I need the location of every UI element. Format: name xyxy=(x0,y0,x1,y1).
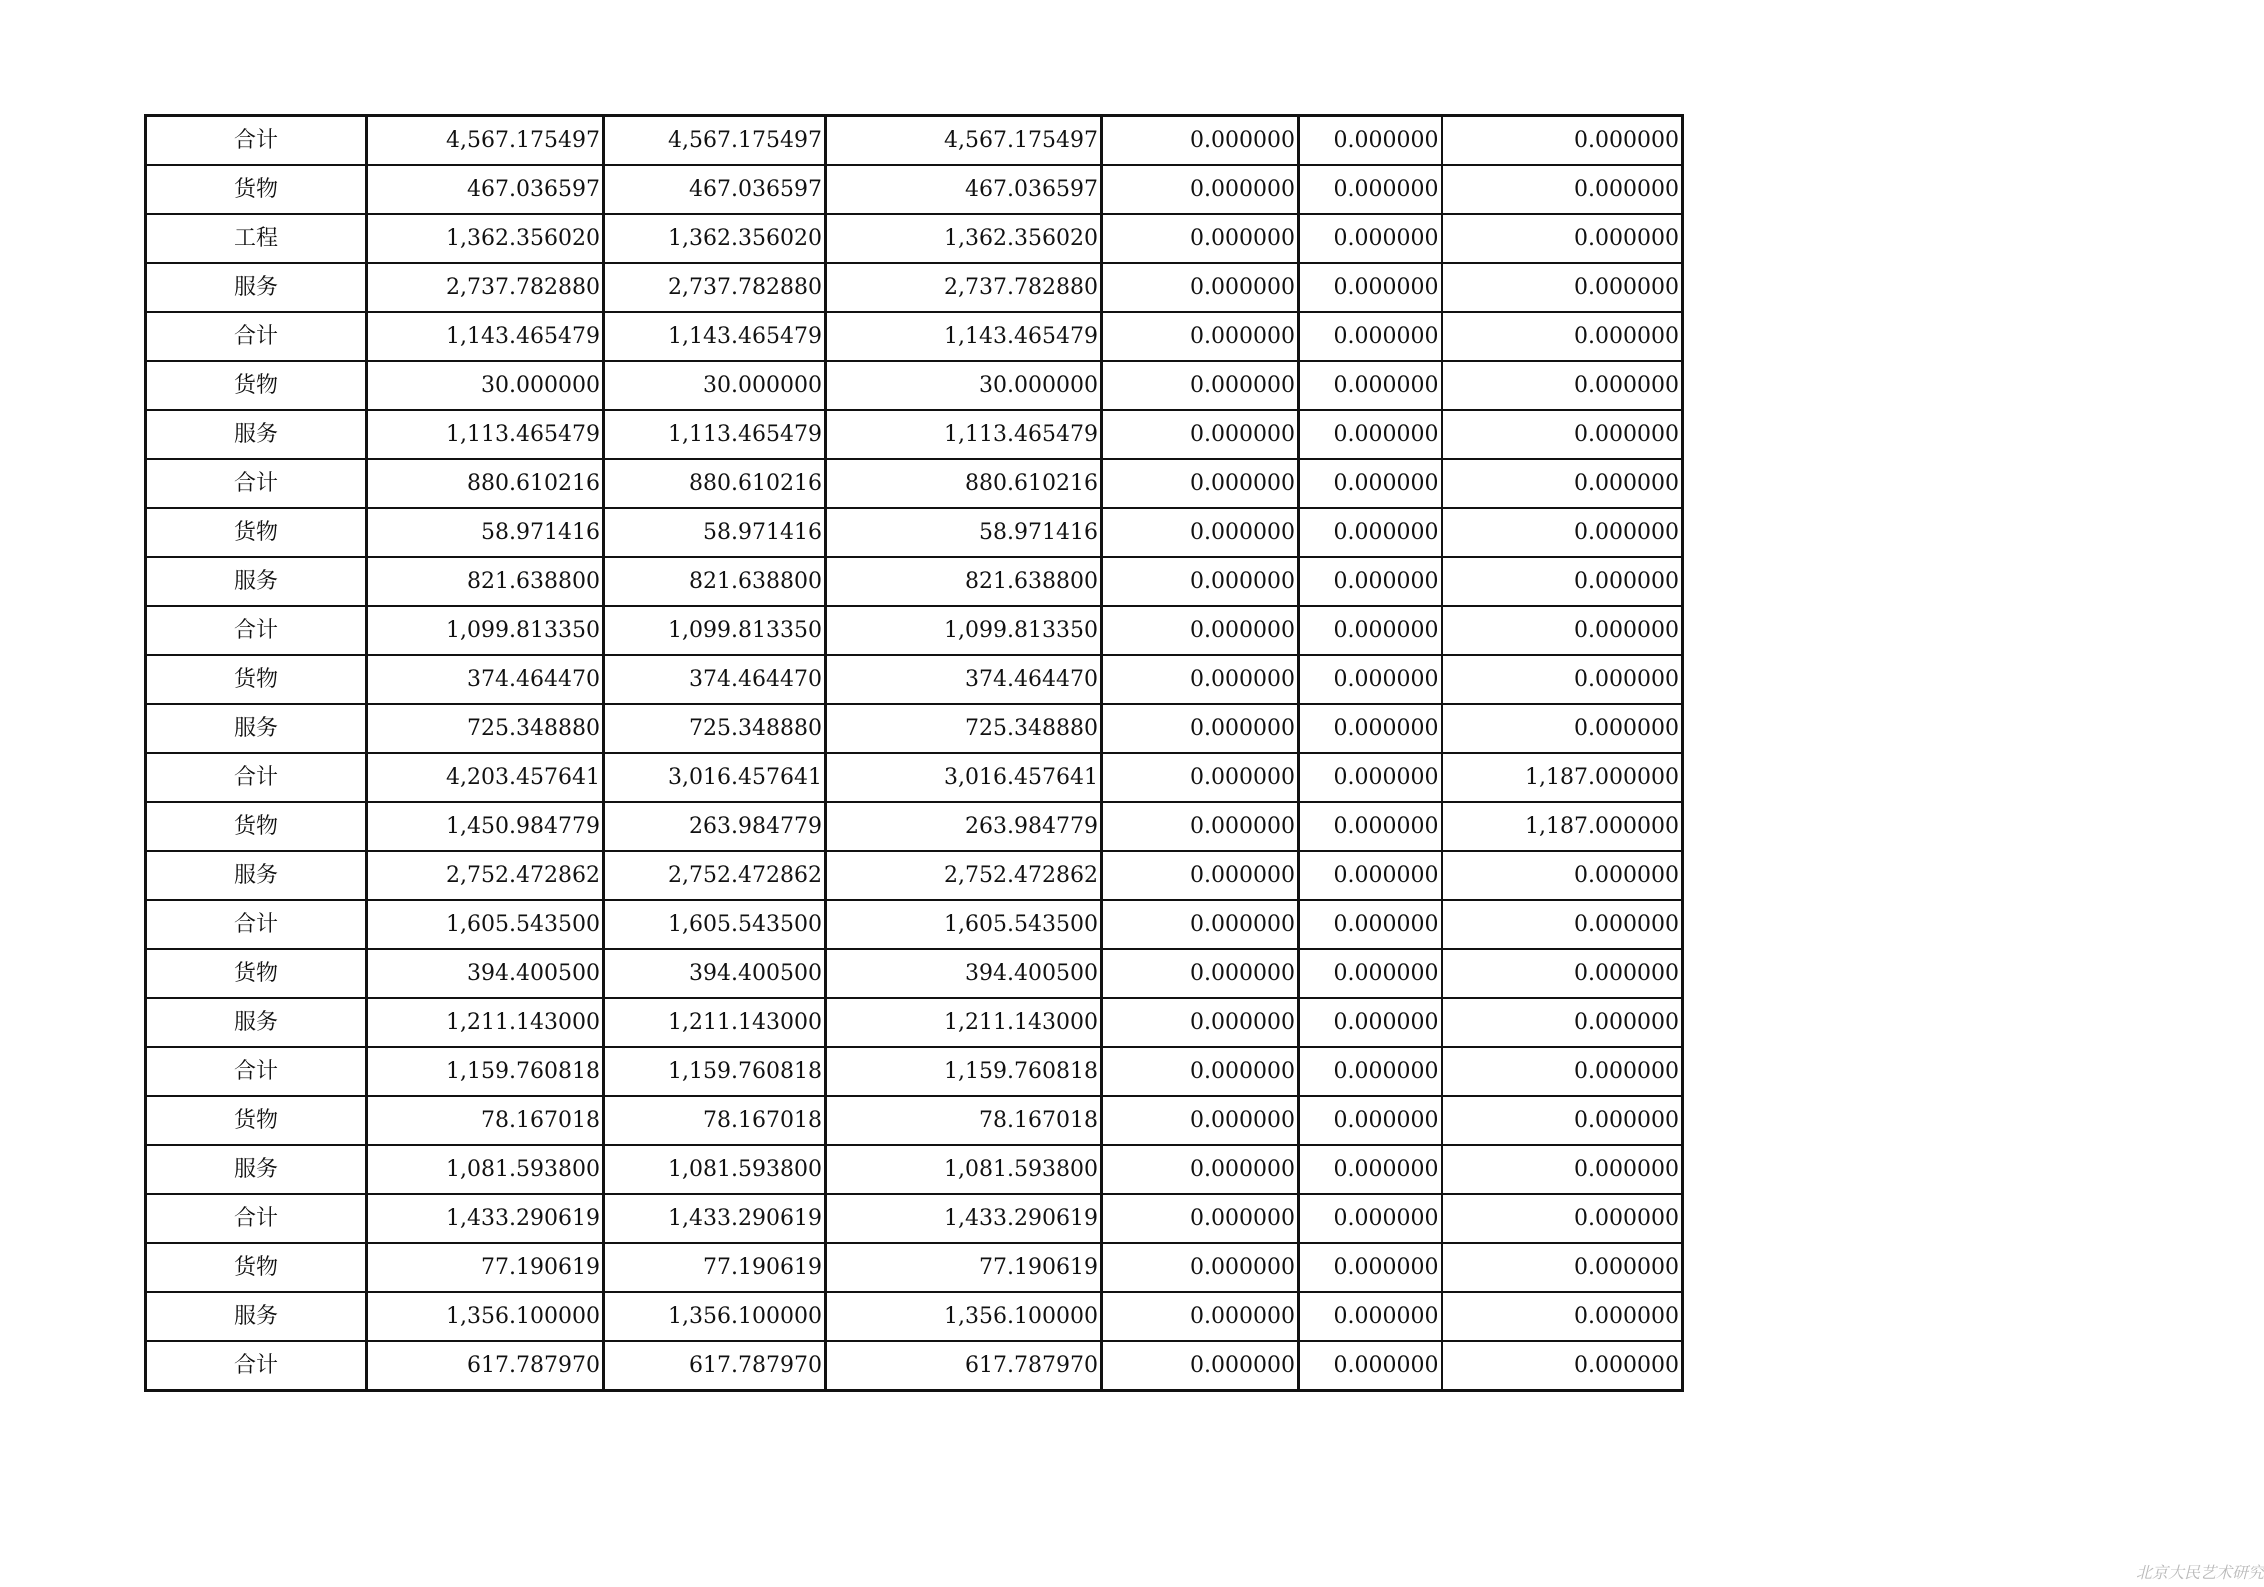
value-cell-6: 0.000000 xyxy=(1442,1292,1683,1341)
value-cell-6: 1,187.000000 xyxy=(1442,753,1683,802)
value-cell-4: 0.000000 xyxy=(1102,361,1299,410)
table-row xyxy=(146,116,1683,166)
value-cell-4: 0.000000 xyxy=(1102,949,1299,998)
value-cell-2: 1,081.593800 xyxy=(604,1145,826,1194)
value-cell-3: 263.984779 xyxy=(826,802,1102,851)
table-row xyxy=(146,1047,1683,1096)
value-cell-4: 0.000000 xyxy=(1102,851,1299,900)
category-cell: 货物 xyxy=(146,1243,367,1292)
value-cell-1: 58.971416 xyxy=(367,508,604,557)
value-cell-3: 617.787970 xyxy=(826,1341,1102,1391)
value-cell-5: 0.000000 xyxy=(1299,1145,1442,1194)
table-row xyxy=(146,165,1683,214)
value-cell-4: 0.000000 xyxy=(1102,900,1299,949)
value-cell-6: 0.000000 xyxy=(1442,704,1683,753)
value-cell-4: 0.000000 xyxy=(1102,410,1299,459)
value-cell-5: 0.000000 xyxy=(1299,1096,1442,1145)
value-cell-6: 0.000000 xyxy=(1442,949,1683,998)
value-cell-3: 1,143.465479 xyxy=(826,312,1102,361)
value-cell-2: 30.000000 xyxy=(604,361,826,410)
category-cell: 服务 xyxy=(146,1292,367,1341)
value-cell-2: 1,433.290619 xyxy=(604,1194,826,1243)
value-cell-1: 374.464470 xyxy=(367,655,604,704)
value-cell-1: 4,567.175497 xyxy=(367,116,604,166)
value-cell-1: 1,605.543500 xyxy=(367,900,604,949)
value-cell-4: 0.000000 xyxy=(1102,1292,1299,1341)
table-row xyxy=(146,1145,1683,1194)
value-cell-2: 1,159.760818 xyxy=(604,1047,826,1096)
value-cell-1: 78.167018 xyxy=(367,1096,604,1145)
value-cell-5: 0.000000 xyxy=(1299,851,1442,900)
value-cell-6: 0.000000 xyxy=(1442,1145,1683,1194)
value-cell-6: 0.000000 xyxy=(1442,557,1683,606)
value-cell-2: 1,099.813350 xyxy=(604,606,826,655)
category-cell: 合计 xyxy=(146,116,367,166)
value-cell-5: 0.000000 xyxy=(1299,1292,1442,1341)
value-cell-3: 467.036597 xyxy=(826,165,1102,214)
value-cell-3: 1,433.290619 xyxy=(826,1194,1102,1243)
value-cell-1: 2,752.472862 xyxy=(367,851,604,900)
category-cell: 货物 xyxy=(146,949,367,998)
table-row xyxy=(146,263,1683,312)
value-cell-6: 0.000000 xyxy=(1442,900,1683,949)
value-cell-5: 0.000000 xyxy=(1299,1243,1442,1292)
value-cell-3: 1,113.465479 xyxy=(826,410,1102,459)
value-cell-2: 3,016.457641 xyxy=(604,753,826,802)
value-cell-2: 2,737.782880 xyxy=(604,263,826,312)
value-cell-5: 0.000000 xyxy=(1299,312,1442,361)
value-cell-3: 374.464470 xyxy=(826,655,1102,704)
table-row xyxy=(146,1096,1683,1145)
table-row xyxy=(146,606,1683,655)
category-cell: 服务 xyxy=(146,998,367,1047)
value-cell-5: 0.000000 xyxy=(1299,802,1442,851)
value-cell-1: 1,081.593800 xyxy=(367,1145,604,1194)
category-cell: 合计 xyxy=(146,1341,367,1391)
value-cell-6: 1,187.000000 xyxy=(1442,802,1683,851)
value-cell-1: 4,203.457641 xyxy=(367,753,604,802)
value-cell-6: 0.000000 xyxy=(1442,459,1683,508)
value-cell-6: 0.000000 xyxy=(1442,851,1683,900)
value-cell-5: 0.000000 xyxy=(1299,361,1442,410)
value-cell-2: 467.036597 xyxy=(604,165,826,214)
value-cell-1: 1,356.100000 xyxy=(367,1292,604,1341)
table-row xyxy=(146,410,1683,459)
table-row xyxy=(146,753,1683,802)
value-cell-4: 0.000000 xyxy=(1102,1047,1299,1096)
value-cell-4: 0.000000 xyxy=(1102,1243,1299,1292)
value-cell-3: 1,356.100000 xyxy=(826,1292,1102,1341)
value-cell-5: 0.000000 xyxy=(1299,606,1442,655)
value-cell-6: 0.000000 xyxy=(1442,214,1683,263)
category-cell: 服务 xyxy=(146,410,367,459)
category-cell: 货物 xyxy=(146,361,367,410)
category-cell: 货物 xyxy=(146,1096,367,1145)
category-cell: 合计 xyxy=(146,312,367,361)
value-cell-6: 0.000000 xyxy=(1442,1341,1683,1391)
category-cell: 合计 xyxy=(146,1194,367,1243)
value-cell-5: 0.000000 xyxy=(1299,1194,1442,1243)
value-cell-2: 77.190619 xyxy=(604,1243,826,1292)
value-cell-6: 0.000000 xyxy=(1442,263,1683,312)
value-cell-2: 1,113.465479 xyxy=(604,410,826,459)
table-row xyxy=(146,704,1683,753)
table-row xyxy=(146,361,1683,410)
value-cell-6: 0.000000 xyxy=(1442,410,1683,459)
value-cell-6: 0.000000 xyxy=(1442,508,1683,557)
table-row xyxy=(146,1243,1683,1292)
value-cell-2: 1,211.143000 xyxy=(604,998,826,1047)
value-cell-5: 0.000000 xyxy=(1299,753,1442,802)
value-cell-6: 0.000000 xyxy=(1442,998,1683,1047)
value-cell-1: 880.610216 xyxy=(367,459,604,508)
value-cell-4: 0.000000 xyxy=(1102,557,1299,606)
value-cell-6: 0.000000 xyxy=(1442,116,1683,166)
value-cell-2: 58.971416 xyxy=(604,508,826,557)
value-cell-5: 0.000000 xyxy=(1299,1047,1442,1096)
value-cell-3: 1,159.760818 xyxy=(826,1047,1102,1096)
table-row xyxy=(146,1194,1683,1243)
category-cell: 合计 xyxy=(146,1047,367,1096)
table-body xyxy=(146,116,1683,1391)
value-cell-1: 1,362.356020 xyxy=(367,214,604,263)
value-cell-2: 1,362.356020 xyxy=(604,214,826,263)
value-cell-4: 0.000000 xyxy=(1102,1096,1299,1145)
category-cell: 货物 xyxy=(146,802,367,851)
value-cell-4: 0.000000 xyxy=(1102,214,1299,263)
watermark-text: 北京大民艺术研究 xyxy=(2136,1563,2264,1582)
value-cell-4: 0.000000 xyxy=(1102,1341,1299,1391)
category-cell: 服务 xyxy=(146,263,367,312)
value-cell-3: 2,737.782880 xyxy=(826,263,1102,312)
value-cell-4: 0.000000 xyxy=(1102,165,1299,214)
value-cell-1: 30.000000 xyxy=(367,361,604,410)
value-cell-1: 725.348880 xyxy=(367,704,604,753)
category-cell: 合计 xyxy=(146,459,367,508)
value-cell-6: 0.000000 xyxy=(1442,361,1683,410)
value-cell-2: 880.610216 xyxy=(604,459,826,508)
value-cell-3: 725.348880 xyxy=(826,704,1102,753)
value-cell-6: 0.000000 xyxy=(1442,606,1683,655)
value-cell-1: 1,450.984779 xyxy=(367,802,604,851)
value-cell-2: 1,605.543500 xyxy=(604,900,826,949)
value-cell-2: 1,356.100000 xyxy=(604,1292,826,1341)
category-cell: 货物 xyxy=(146,508,367,557)
value-cell-6: 0.000000 xyxy=(1442,165,1683,214)
table-row xyxy=(146,508,1683,557)
value-cell-1: 821.638800 xyxy=(367,557,604,606)
value-cell-6: 0.000000 xyxy=(1442,1096,1683,1145)
value-cell-1: 77.190619 xyxy=(367,1243,604,1292)
value-cell-3: 1,081.593800 xyxy=(826,1145,1102,1194)
category-cell: 货物 xyxy=(146,655,367,704)
value-cell-5: 0.000000 xyxy=(1299,1341,1442,1391)
value-cell-1: 1,159.760818 xyxy=(367,1047,604,1096)
table-row xyxy=(146,312,1683,361)
value-cell-4: 0.000000 xyxy=(1102,459,1299,508)
value-cell-3: 4,567.175497 xyxy=(826,116,1102,166)
value-cell-1: 467.036597 xyxy=(367,165,604,214)
value-cell-6: 0.000000 xyxy=(1442,312,1683,361)
value-cell-2: 617.787970 xyxy=(604,1341,826,1391)
value-cell-2: 263.984779 xyxy=(604,802,826,851)
category-cell: 服务 xyxy=(146,851,367,900)
value-cell-5: 0.000000 xyxy=(1299,508,1442,557)
value-cell-3: 1,211.143000 xyxy=(826,998,1102,1047)
value-cell-6: 0.000000 xyxy=(1442,1243,1683,1292)
value-cell-3: 394.400500 xyxy=(826,949,1102,998)
value-cell-4: 0.000000 xyxy=(1102,753,1299,802)
category-cell: 工程 xyxy=(146,214,367,263)
value-cell-4: 0.000000 xyxy=(1102,116,1299,166)
value-cell-3: 2,752.472862 xyxy=(826,851,1102,900)
value-cell-5: 0.000000 xyxy=(1299,116,1442,166)
value-cell-5: 0.000000 xyxy=(1299,949,1442,998)
value-cell-5: 0.000000 xyxy=(1299,998,1442,1047)
value-cell-2: 725.348880 xyxy=(604,704,826,753)
value-cell-1: 1,143.465479 xyxy=(367,312,604,361)
table-row xyxy=(146,998,1683,1047)
value-cell-3: 1,605.543500 xyxy=(826,900,1102,949)
value-cell-6: 0.000000 xyxy=(1442,655,1683,704)
category-cell: 合计 xyxy=(146,753,367,802)
value-cell-3: 77.190619 xyxy=(826,1243,1102,1292)
value-cell-2: 821.638800 xyxy=(604,557,826,606)
value-cell-1: 1,113.465479 xyxy=(367,410,604,459)
category-cell: 服务 xyxy=(146,557,367,606)
value-cell-2: 4,567.175497 xyxy=(604,116,826,166)
category-cell: 合计 xyxy=(146,606,367,655)
value-cell-4: 0.000000 xyxy=(1102,508,1299,557)
value-cell-1: 617.787970 xyxy=(367,1341,604,1391)
value-cell-4: 0.000000 xyxy=(1102,312,1299,361)
value-cell-5: 0.000000 xyxy=(1299,410,1442,459)
value-cell-1: 1,211.143000 xyxy=(367,998,604,1047)
value-cell-4: 0.000000 xyxy=(1102,704,1299,753)
value-cell-3: 30.000000 xyxy=(826,361,1102,410)
value-cell-3: 3,016.457641 xyxy=(826,753,1102,802)
table-row xyxy=(146,900,1683,949)
data-table xyxy=(144,114,1684,1392)
category-cell: 货物 xyxy=(146,165,367,214)
value-cell-4: 0.000000 xyxy=(1102,802,1299,851)
value-cell-6: 0.000000 xyxy=(1442,1047,1683,1096)
value-cell-4: 0.000000 xyxy=(1102,1194,1299,1243)
table-row xyxy=(146,1292,1683,1341)
value-cell-5: 0.000000 xyxy=(1299,900,1442,949)
value-cell-5: 0.000000 xyxy=(1299,214,1442,263)
table-row xyxy=(146,949,1683,998)
value-cell-5: 0.000000 xyxy=(1299,459,1442,508)
category-cell: 服务 xyxy=(146,704,367,753)
table-row xyxy=(146,557,1683,606)
value-cell-1: 1,433.290619 xyxy=(367,1194,604,1243)
value-cell-2: 78.167018 xyxy=(604,1096,826,1145)
table-row xyxy=(146,459,1683,508)
value-cell-3: 58.971416 xyxy=(826,508,1102,557)
value-cell-5: 0.000000 xyxy=(1299,704,1442,753)
value-cell-5: 0.000000 xyxy=(1299,655,1442,704)
table-row xyxy=(146,1341,1683,1391)
value-cell-4: 0.000000 xyxy=(1102,1145,1299,1194)
category-cell: 服务 xyxy=(146,1145,367,1194)
value-cell-4: 0.000000 xyxy=(1102,606,1299,655)
value-cell-2: 2,752.472862 xyxy=(604,851,826,900)
value-cell-3: 78.167018 xyxy=(826,1096,1102,1145)
value-cell-5: 0.000000 xyxy=(1299,165,1442,214)
value-cell-4: 0.000000 xyxy=(1102,655,1299,704)
table-row xyxy=(146,655,1683,704)
value-cell-5: 0.000000 xyxy=(1299,263,1442,312)
value-cell-3: 1,099.813350 xyxy=(826,606,1102,655)
value-cell-2: 1,143.465479 xyxy=(604,312,826,361)
value-cell-6: 0.000000 xyxy=(1442,1194,1683,1243)
value-cell-1: 1,099.813350 xyxy=(367,606,604,655)
value-cell-4: 0.000000 xyxy=(1102,263,1299,312)
value-cell-2: 374.464470 xyxy=(604,655,826,704)
value-cell-1: 2,737.782880 xyxy=(367,263,604,312)
table-row xyxy=(146,214,1683,263)
value-cell-5: 0.000000 xyxy=(1299,557,1442,606)
table-row xyxy=(146,802,1683,851)
value-cell-4: 0.000000 xyxy=(1102,998,1299,1047)
table-row xyxy=(146,851,1683,900)
value-cell-1: 394.400500 xyxy=(367,949,604,998)
value-cell-3: 880.610216 xyxy=(826,459,1102,508)
value-cell-3: 821.638800 xyxy=(826,557,1102,606)
category-cell: 合计 xyxy=(146,900,367,949)
value-cell-2: 394.400500 xyxy=(604,949,826,998)
value-cell-3: 1,362.356020 xyxy=(826,214,1102,263)
